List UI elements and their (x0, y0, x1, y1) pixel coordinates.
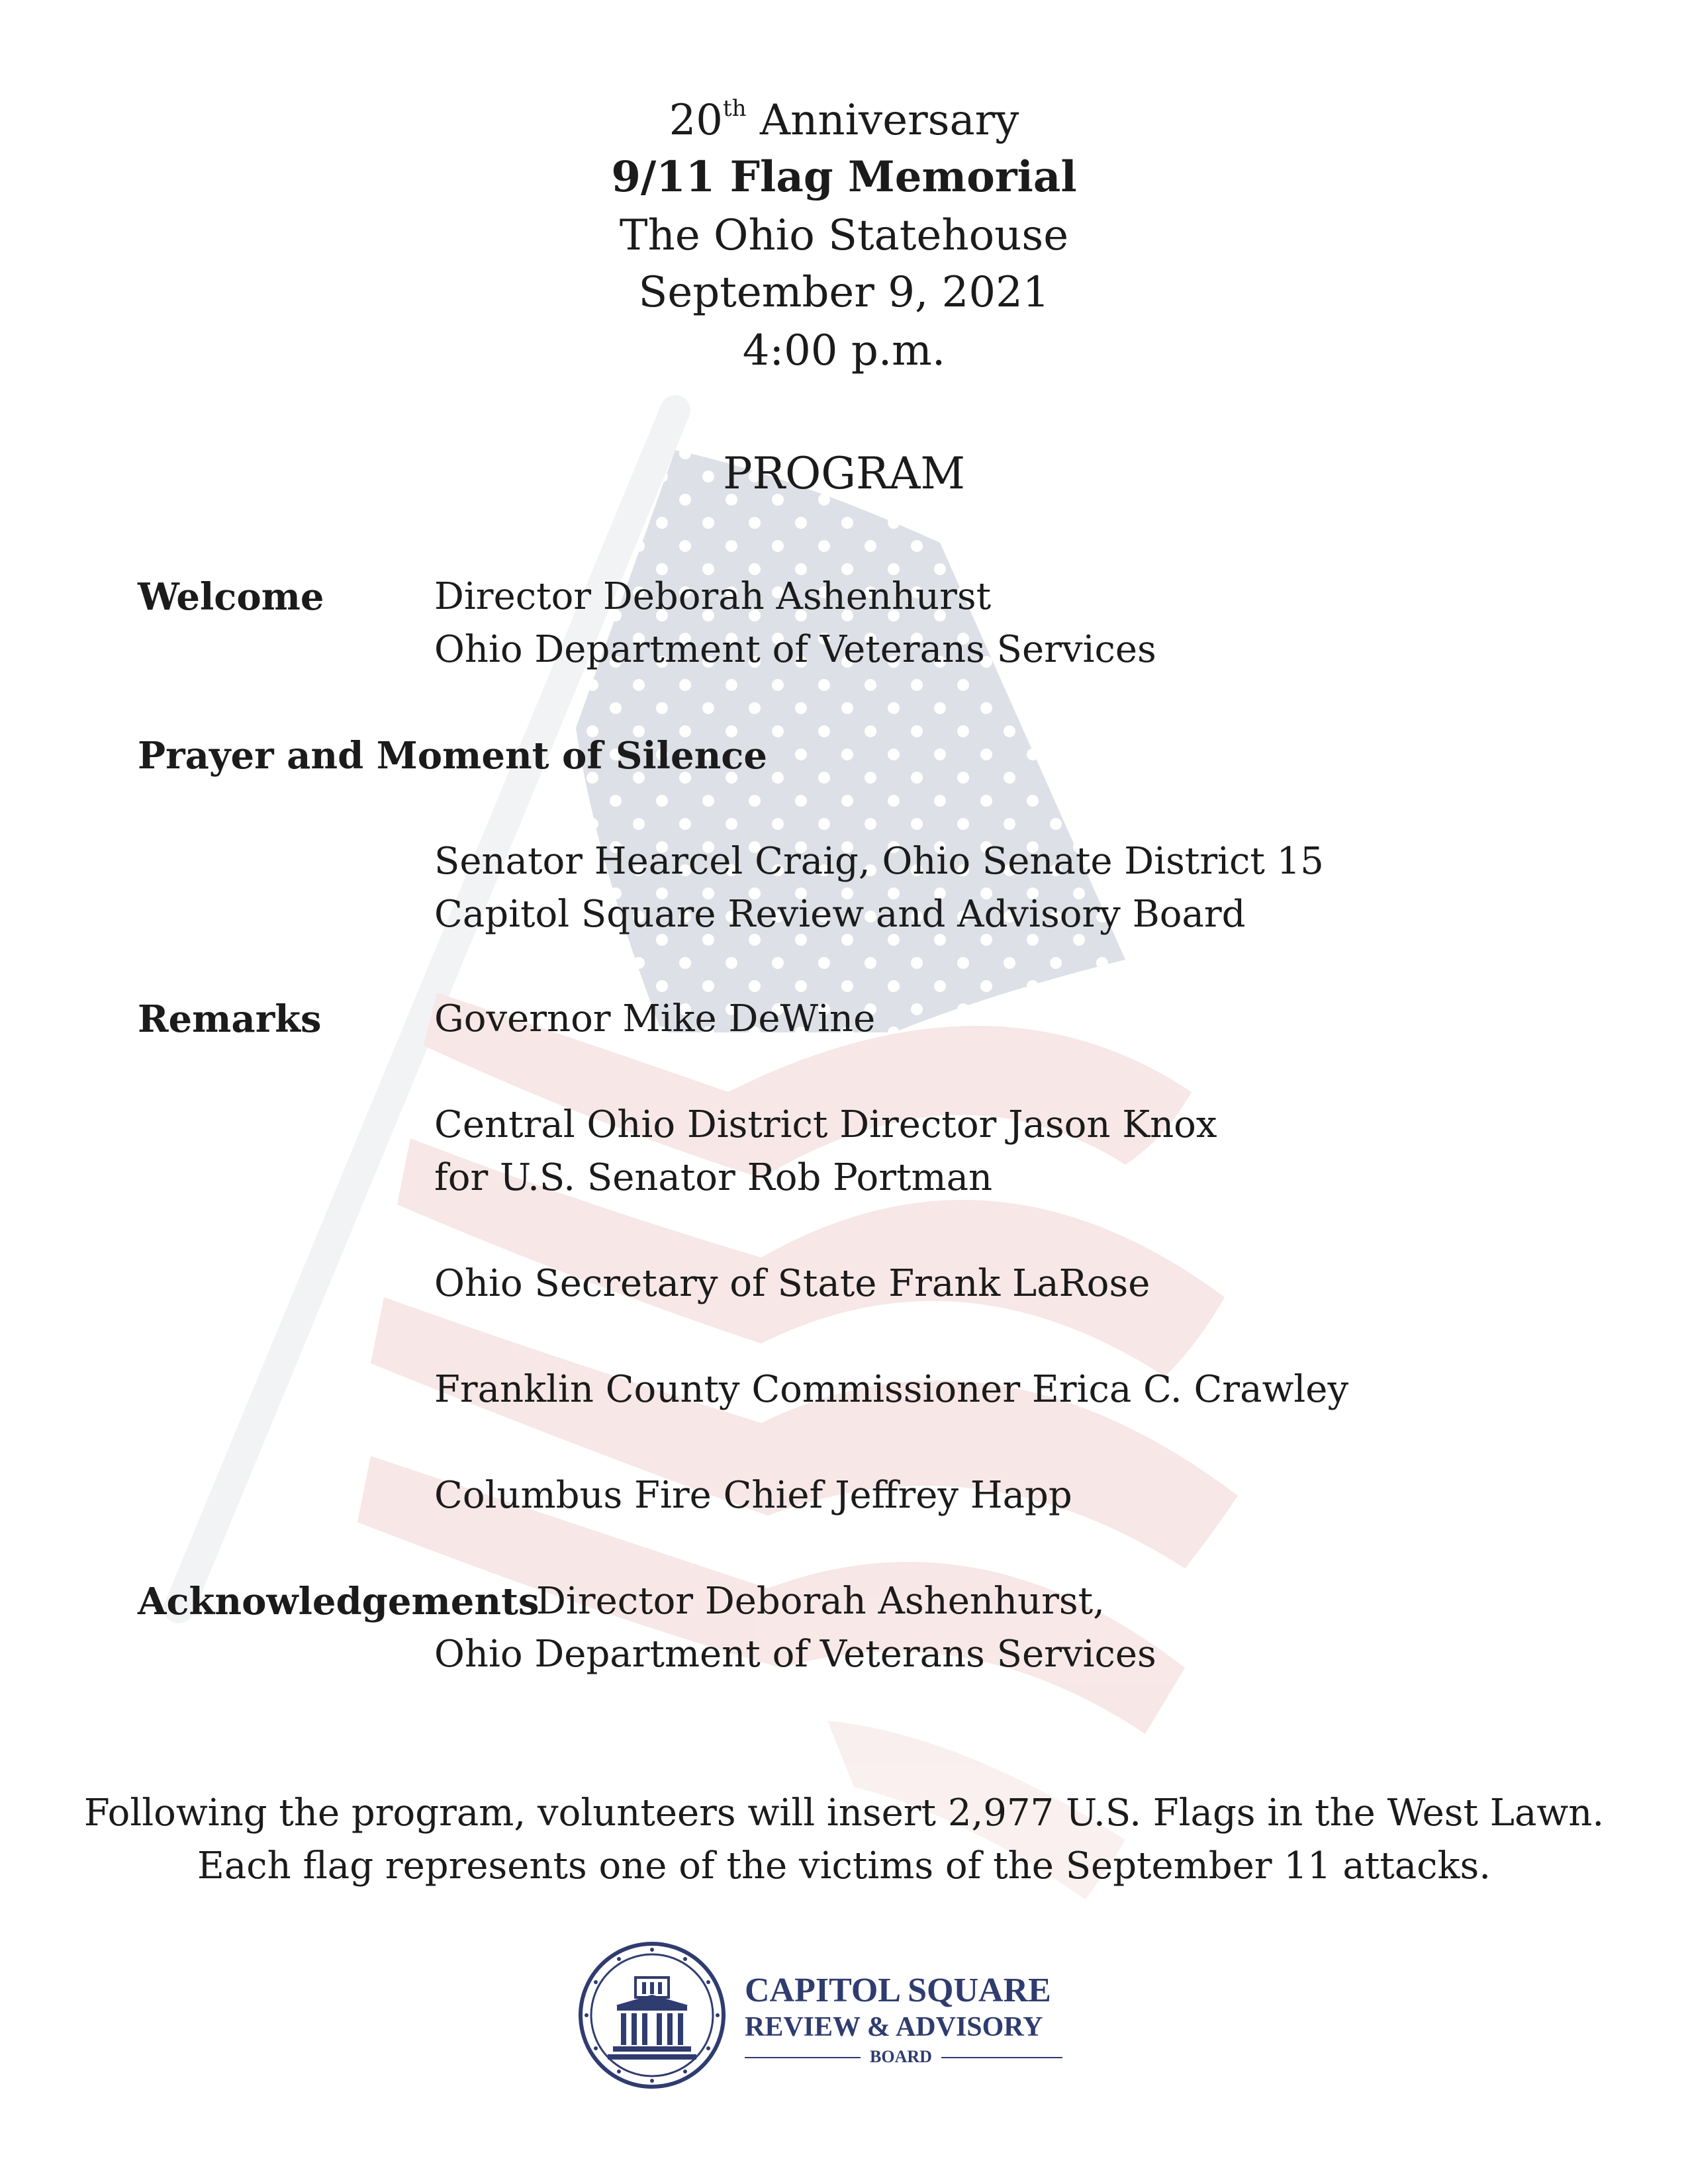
logo-line-3: BOARD (861, 2045, 941, 2069)
event-title: 9/11 Flag Memorial (611, 152, 1077, 202)
program-heading: PROGRAM (723, 448, 965, 499)
remarks-speaker-2: Central Ohio District Director Jason Knox (434, 1103, 1217, 1146)
remarks-speaker-1: Governor Mike DeWine (434, 997, 876, 1040)
acknowledgements-speaker: Director Deborah Ashenhurst, (536, 1580, 1105, 1623)
anniversary-number: 20 (669, 96, 724, 145)
csrab-logo (576, 1939, 1105, 2098)
logo-line-2: REVIEW & ADVISORY (745, 2012, 1043, 2042)
acknowledgements-label: Acknowledgements (138, 1580, 539, 1623)
statehouse-seal-icon (576, 1939, 728, 2091)
remarks-label: Remarks (138, 997, 322, 1041)
remarks-speaker-2-affiliation: for U.S. Senator Rob Portman (434, 1156, 993, 1199)
footer-note-line-2: Each flag represents one of the victims of the September 11 attacks. (197, 1844, 1491, 1888)
remarks-speaker-4: Franklin County Commissioner Erica C. Crawley (434, 1368, 1349, 1411)
remarks-speaker-5: Columbus Fire Chief Jeffrey Happ (434, 1474, 1072, 1517)
welcome-label: Welcome (138, 575, 324, 619)
prayer-speaker: Senator Hearcel Craig, Ohio Senate District 15 (434, 840, 1324, 883)
welcome-speaker: Director Deborah Ashenhurst (434, 575, 992, 618)
acknowledgements-affiliation: Ohio Department of Veterans Services (434, 1633, 1156, 1676)
remarks-speaker-3: Ohio Secretary of State Frank LaRose (434, 1262, 1150, 1305)
anniversary-word: Anniversary (759, 96, 1019, 145)
event-date: September 9, 2021 (638, 268, 1050, 317)
event-venue: The Ohio Statehouse (619, 211, 1069, 260)
footer-note-line-1: Following the program, volunteers will insert 2,977 U.S. Flags in the West Lawn. (83, 1792, 1605, 1835)
anniversary-line (0, 94, 1688, 147)
anniversary-ordinal: th (723, 95, 747, 122)
prayer-label: Prayer and Moment of Silence (138, 734, 768, 778)
logo-line-1: CAPITOL SQUARE (745, 1972, 1051, 2009)
prayer-affiliation: Capitol Square Review and Advisory Board (434, 893, 1246, 936)
welcome-affiliation: Ohio Department of Veterans Services (434, 628, 1156, 671)
event-time: 4:00 p.m. (742, 326, 946, 375)
